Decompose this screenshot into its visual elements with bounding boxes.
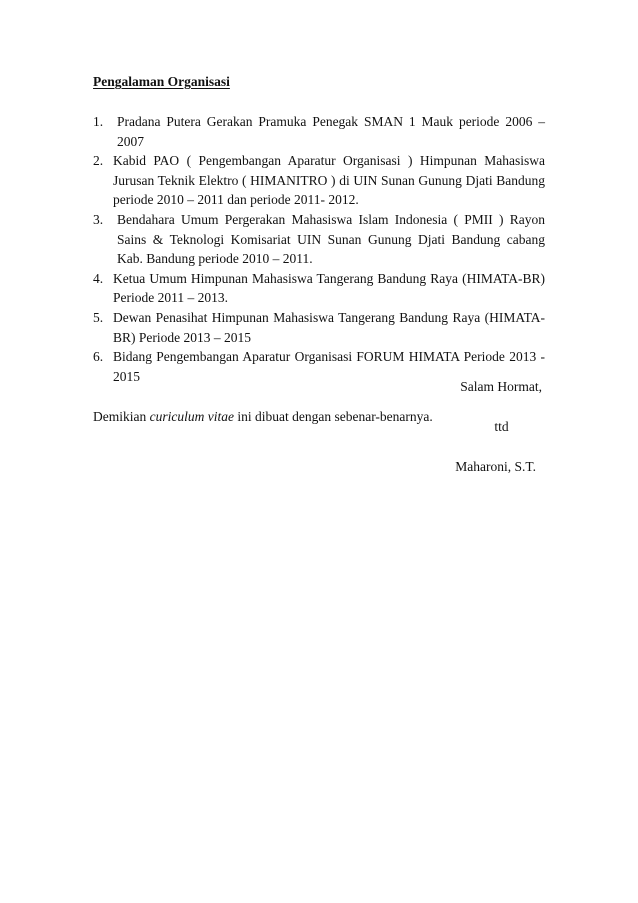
list-item-number: 2. — [93, 153, 104, 169]
list-item-number: 3. — [93, 211, 104, 227]
closing-text-after: ini dibuat dengan sebenar-benarnya. — [233, 409, 433, 425]
list-item-text: Bendahara Umum Pergerakan Mahasiswa Islam Indonesia ( PMII ) Rayon Sains & Teknologi Komisariat UIN Sunan Gunung Djati Bandung cabang Kab. Bandung periode 2010 – 2011. — [117, 211, 545, 267]
signature-greeting: Salam Hormat, — [460, 379, 542, 394]
list-item-text: Ketua Umum Himpunan Mahasiswa Tangerang Bandung Raya (HIMATA-BR) Periode 2011 – 2013. — [113, 270, 545, 306]
signature-block — [382, 377, 542, 497]
closing-text-before: Demikian — [93, 409, 150, 425]
section-title: Pengalaman Organisasi — [93, 74, 230, 89]
organization-list — [93, 112, 545, 386]
signature-mark: ttd — [494, 419, 509, 434]
list-item-number: 5. — [93, 309, 104, 325]
list-item — [93, 210, 545, 269]
closing-italic-term: curiculum vitae — [149, 409, 234, 425]
list-item — [93, 308, 545, 347]
list-item — [93, 112, 545, 151]
list-item-number: 4. — [93, 270, 104, 286]
list-item — [93, 269, 545, 308]
list-item-number: 6. — [93, 349, 104, 365]
list-item-text: Dewan Penasihat Himpunan Mahasiswa Tangerang Bandung Raya (HIMATA-BR) Periode 2013 – 2015 — [113, 309, 545, 345]
list-item — [93, 151, 545, 210]
list-item-number: 1. — [93, 114, 104, 129]
list-item-text: Bidang Pengembangan Aparatur Organisasi FORUM HIMATA Periode 2013 - 2015 — [113, 349, 545, 384]
list-item-text: Kabid PAO ( Pengembangan Aparatur Organisasi ) Himpunan Mahasiswa Jurusan Teknik Elektro ( HIMANITRO ) di UIN Sunan Gunung Djati Bandung periode 2010 – 2011 dan periode 2011- 2012. — [113, 153, 545, 208]
list-item-text: Pradana Putera Gerakan Pramuka Penegak SMAN 1 Mauk periode 2006 – 2007 — [117, 114, 545, 149]
signature-name: Maharoni, S.T. — [455, 459, 536, 474]
document-page — [93, 72, 545, 427]
